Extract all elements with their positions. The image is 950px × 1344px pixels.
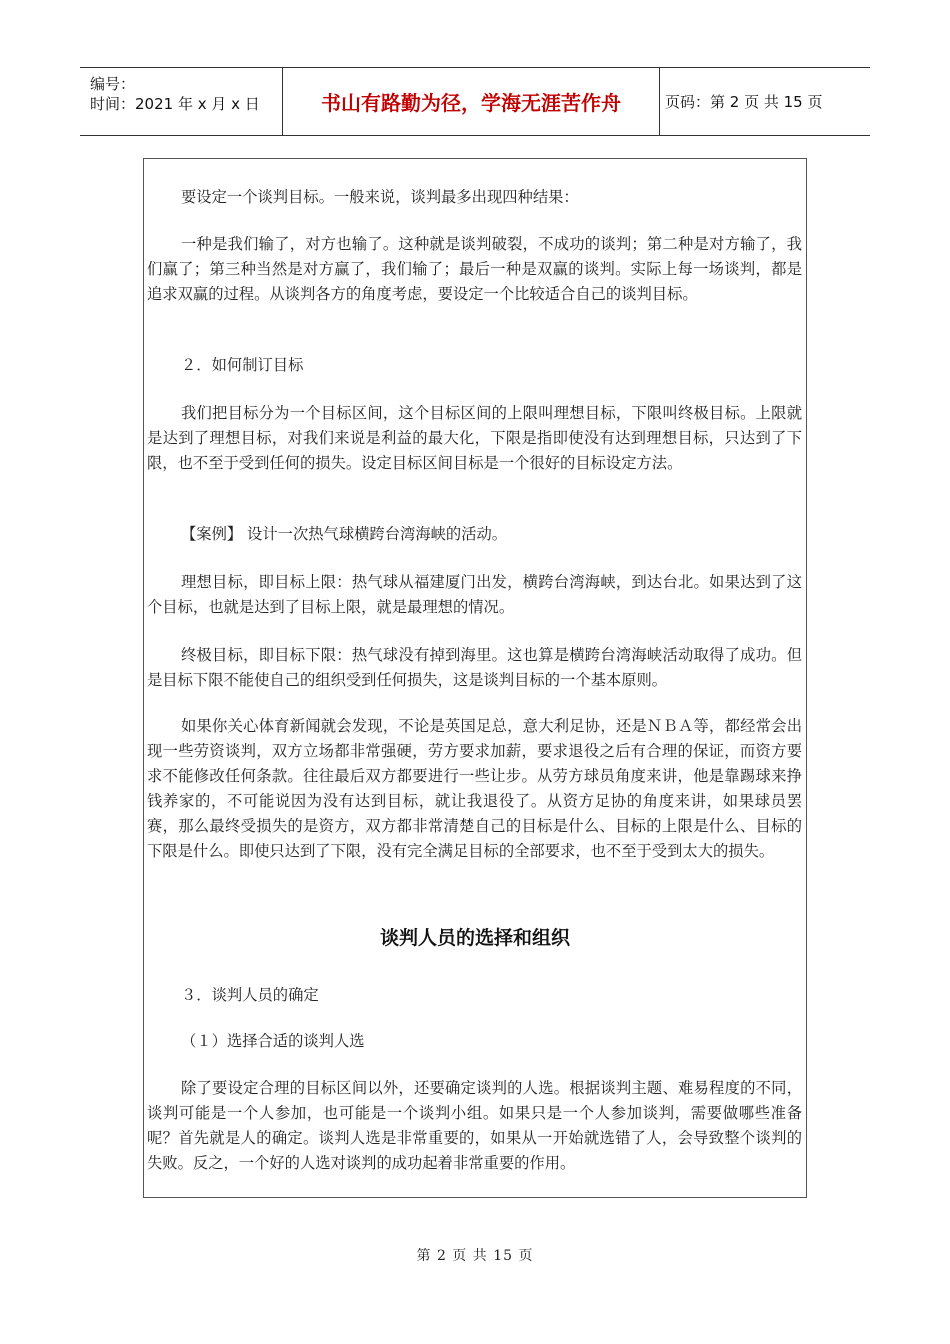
header-motto: 书山有路勤为径，学海无涯苦作舟 <box>283 68 660 135</box>
header-meta-cell <box>80 68 283 135</box>
paragraph-ultimate-goal: 终极目标，即目标下限：热气球没有掉到海里。这也算是横跨台湾海峡活动取得了成功。但是目标下限不能使自己的组织受到任何损失，这是谈判目标的一个基本原则。 <box>147 646 802 689</box>
paragraph-four-outcomes: 一种是我们输了，对方也输了。这种就是谈判破裂，不成功的谈判；第二种是对方输了，我们赢了；第三种当然是对方赢了，我们输了；最后一种是双赢的谈判。实际上每一场谈判，都是追求双赢的过程。从谈判各方的角度考虑，要设定一个比较适合自己的谈判目标。 <box>147 235 802 303</box>
page-footer: 第 2 页 共 15 页 <box>416 1248 534 1264</box>
subsection-heading-choose-person: （１）选择合适的谈判人选 <box>181 1032 365 1050</box>
paragraph-case-label: 【案例】 设计一次热气球横跨台湾海峡的活动。 <box>181 525 508 543</box>
paragraph-sports-example: 如果你关心体育新闻就会发现，不论是英国足总，意大利足协，还是ＮＢＡ等，都经常会出现一些劳资谈判，双方立场都非常强硬，劳方要求加薪，要求退役之后有合理的保证，而资方要求不能修改任何条款。往往最后双方都要进行一些让步。从劳方球员角度来讲，他是靠踢球来挣钱养家的，不可能说因为没有达到目标，就让我退役了。从资方足协的角度来讲，如果球员罢赛，那么最终受损失的是资方，双方都非常清楚自己的目标是什么、目标的上限是什么、目标的下限是什么。即使只达到了下限，没有完全满足目标的全部要求，也不至于受到太大的损失。 <box>147 717 802 860</box>
paragraph-ideal-goal: 理想目标，即目标上限：热气球从福建厦门出发，横跨台湾海峡，到达台北。如果达到了这个目标，也就是达到了目标上限，就是最理想的情况。 <box>147 573 802 616</box>
section-heading-set-goals: ２．如何制订目标 <box>181 356 304 374</box>
section-title: 谈判人员的选择和组织 <box>379 927 570 949</box>
paragraph-goal-intro: 要设定一个谈判目标。一般来说，谈判最多出现四种结果： <box>181 188 579 206</box>
section-heading-personnel: ３．谈判人员的确定 <box>181 986 319 1004</box>
paragraph-goal-range: 我们把目标分为一个目标区间，这个目标区间的上限叫理想目标，下限叫终极目标。上限就是达到了理想目标，对我们来说是利益的最大化，下限是指即使没有达到理想目标，只达到了下限，也不至于受到任何的损失。设定目标区间目标是一个很好的目标设定方法。 <box>147 404 802 472</box>
content-box <box>143 158 807 1198</box>
header-page-info: 页码：第 2 页 共 15 页 <box>665 93 823 111</box>
paragraph-personnel: 除了要设定合理的目标区间以外，还要确定谈判的人选。根据谈判主题、难易程度的不同，谈判可能是一个人参加，也可能是一个谈判小组。如果只是一个人参加谈判，需要做哪些准备呢？首先就是人的确定。谈判人选是非常重要的，如果从一开始就选错了人，会导致整个谈判的失败。反之，一个好的人选对谈判的成功起着非常重要的作用。 <box>147 1079 802 1172</box>
document-date: 时间：2021 年 x 月 x 日 <box>90 95 260 113</box>
document-number-label: 编号： <box>90 75 136 93</box>
header-table <box>80 67 870 136</box>
